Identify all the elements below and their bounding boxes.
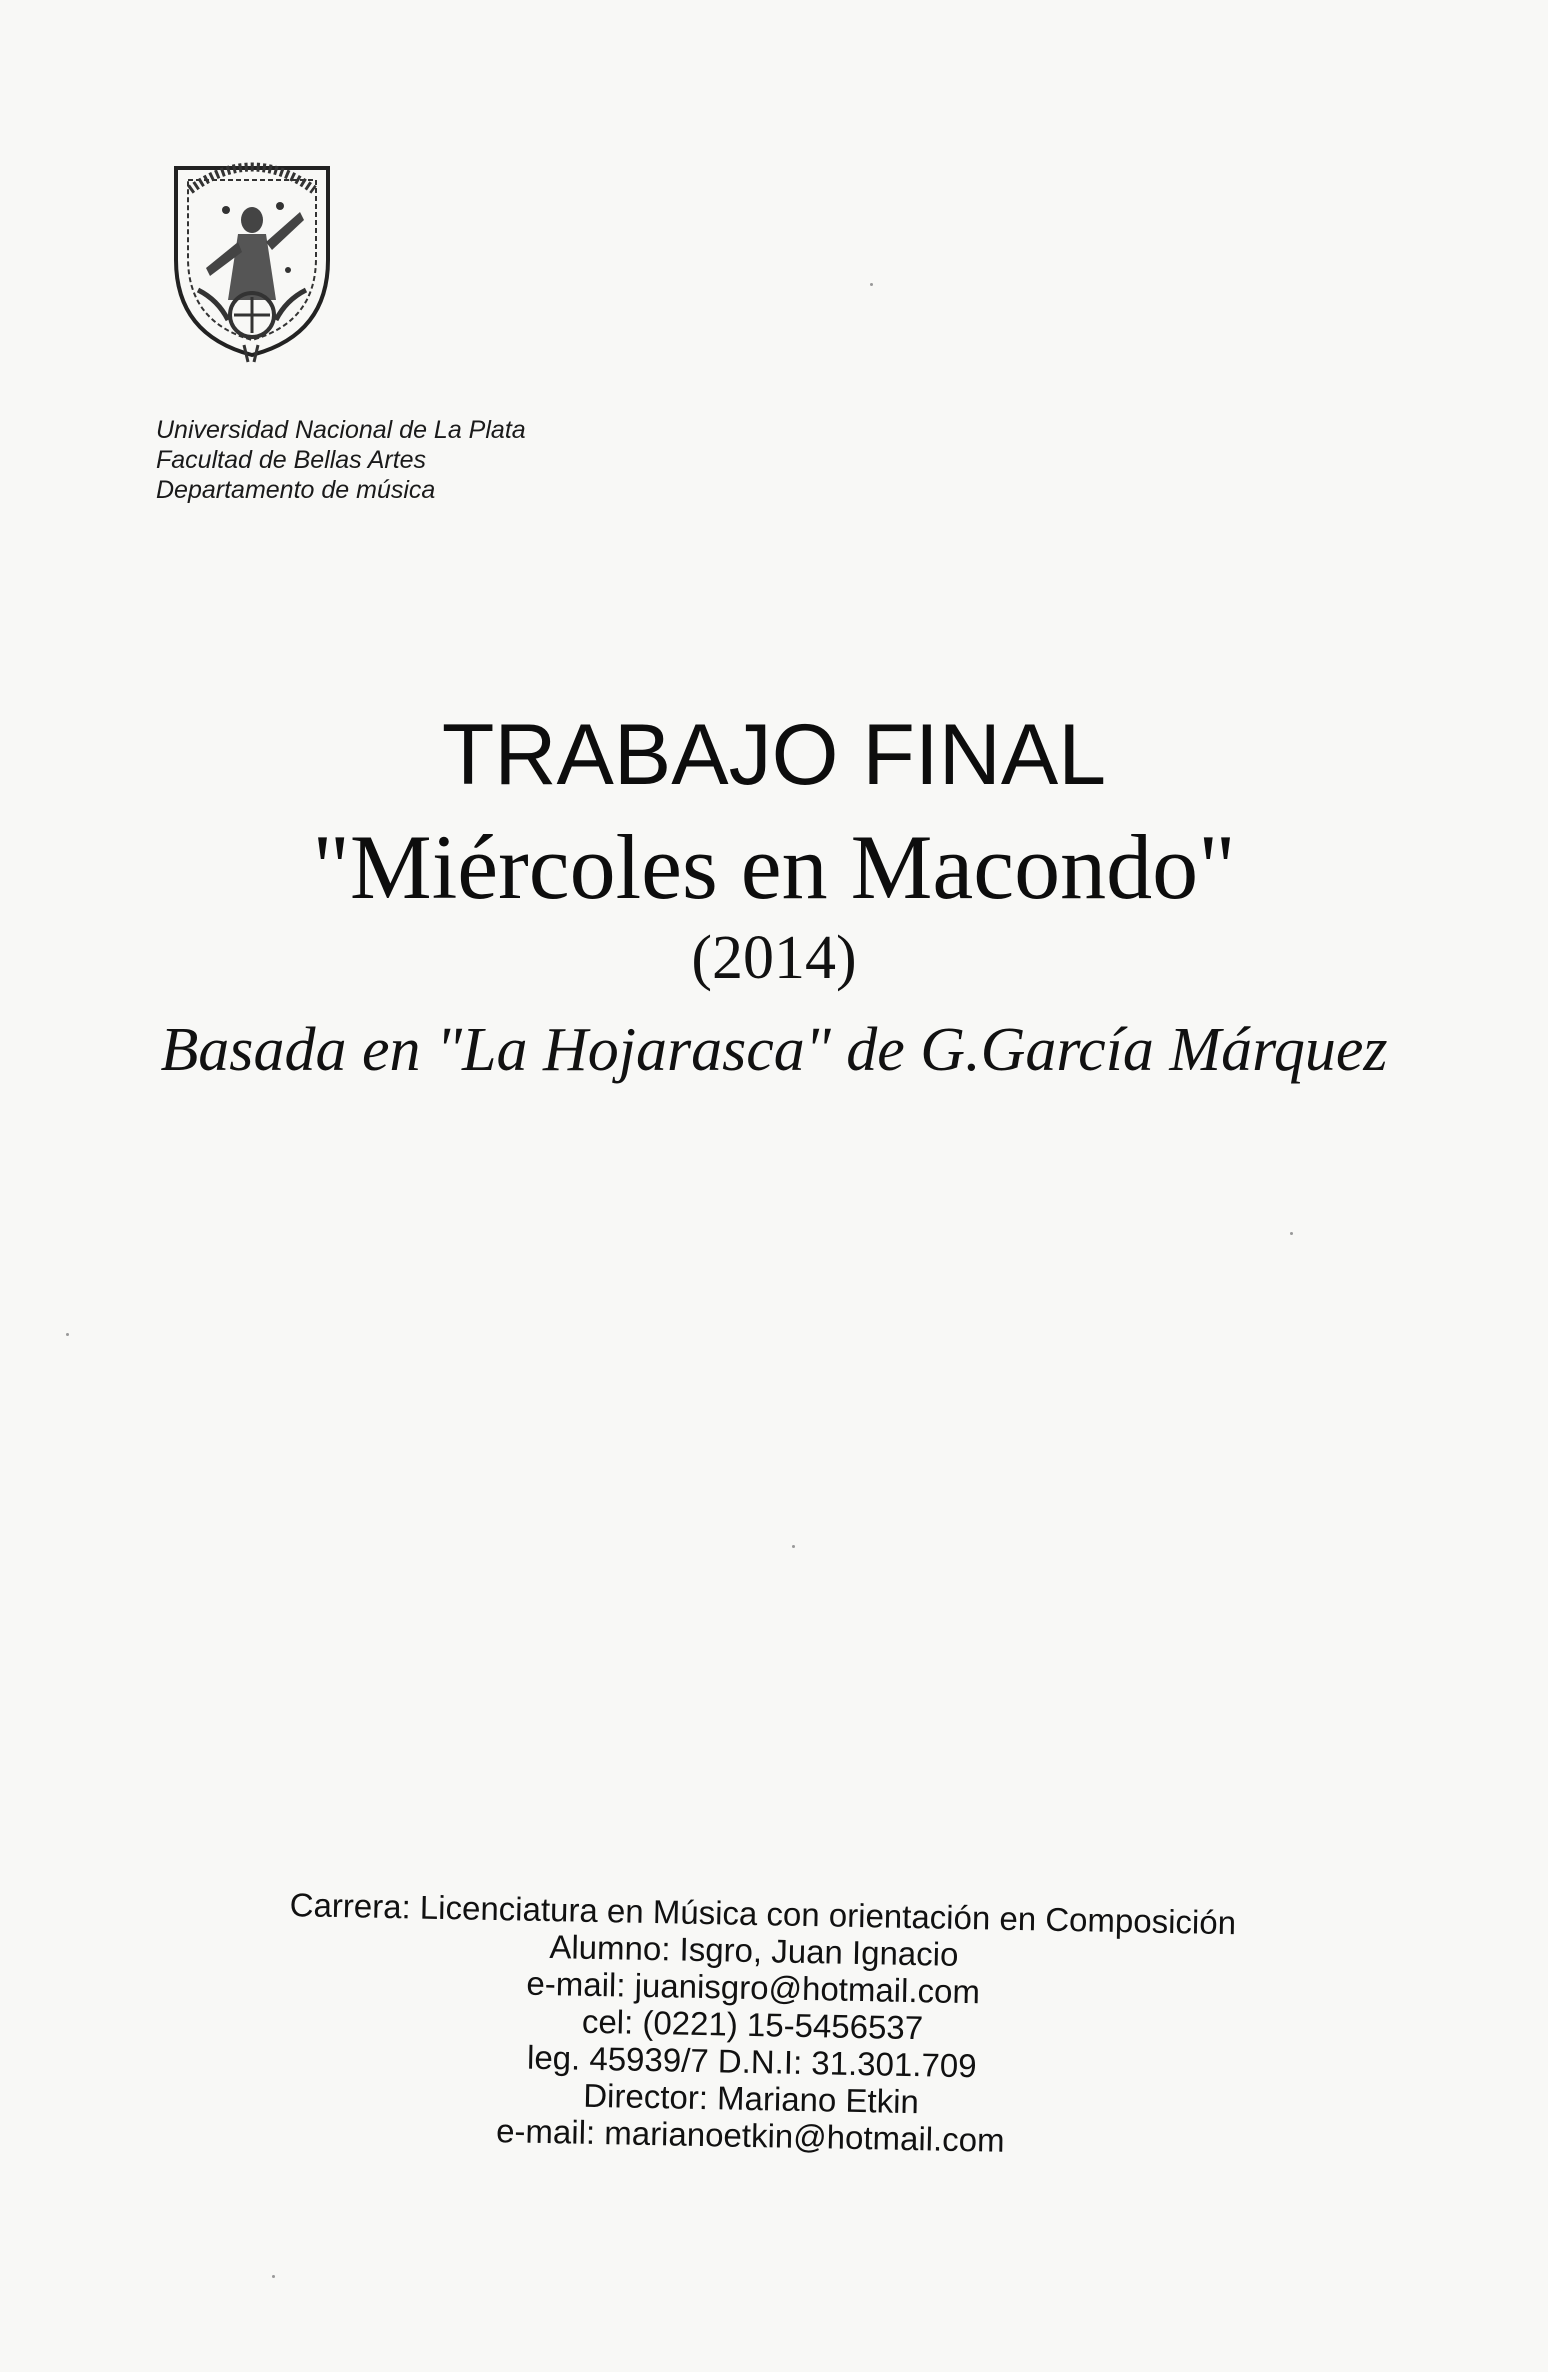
document-title: TRABAJO FINAL bbox=[441, 707, 1107, 803]
institution-block bbox=[156, 415, 526, 505]
phone-line: cel: (0221) 15-5456537 bbox=[581, 2002, 924, 2047]
scan-speck bbox=[792, 1545, 795, 1548]
based-on-line: Basada en "La Hojarasca" de G.García Márquez bbox=[160, 1016, 1388, 1084]
work-year: (2014) bbox=[691, 924, 857, 992]
student-line: Alumno: Isgro, Juan Ignacio bbox=[549, 1928, 959, 1973]
scan-speck bbox=[66, 1333, 69, 1336]
work-title: "Miércoles en Macondo" bbox=[312, 816, 1236, 918]
department-name: Departamento de música bbox=[156, 476, 436, 504]
scan-speck bbox=[870, 283, 873, 286]
student-details bbox=[285, 1886, 1237, 2163]
ids-line: leg. 45939/7 D.N.I: 31.301.709 bbox=[526, 2038, 977, 2085]
director-line: Director: Mariano Etkin bbox=[582, 2076, 920, 2121]
university-name: Universidad Nacional de La Plata bbox=[156, 416, 526, 444]
faculty-name: Facultad de Bellas Artes bbox=[156, 446, 427, 474]
scan-speck bbox=[272, 2275, 275, 2278]
scan-speck bbox=[1290, 1232, 1293, 1235]
university-seal-icon bbox=[168, 150, 336, 365]
director-email-line: e-mail: marianoetkin@hotmail.com bbox=[495, 2112, 1005, 2159]
career-line: Carrera: Licenciatura en Música con orientación en Composición bbox=[289, 1886, 1237, 1942]
student-email-line: e-mail: juanisgro@hotmail.com bbox=[526, 1964, 981, 2011]
